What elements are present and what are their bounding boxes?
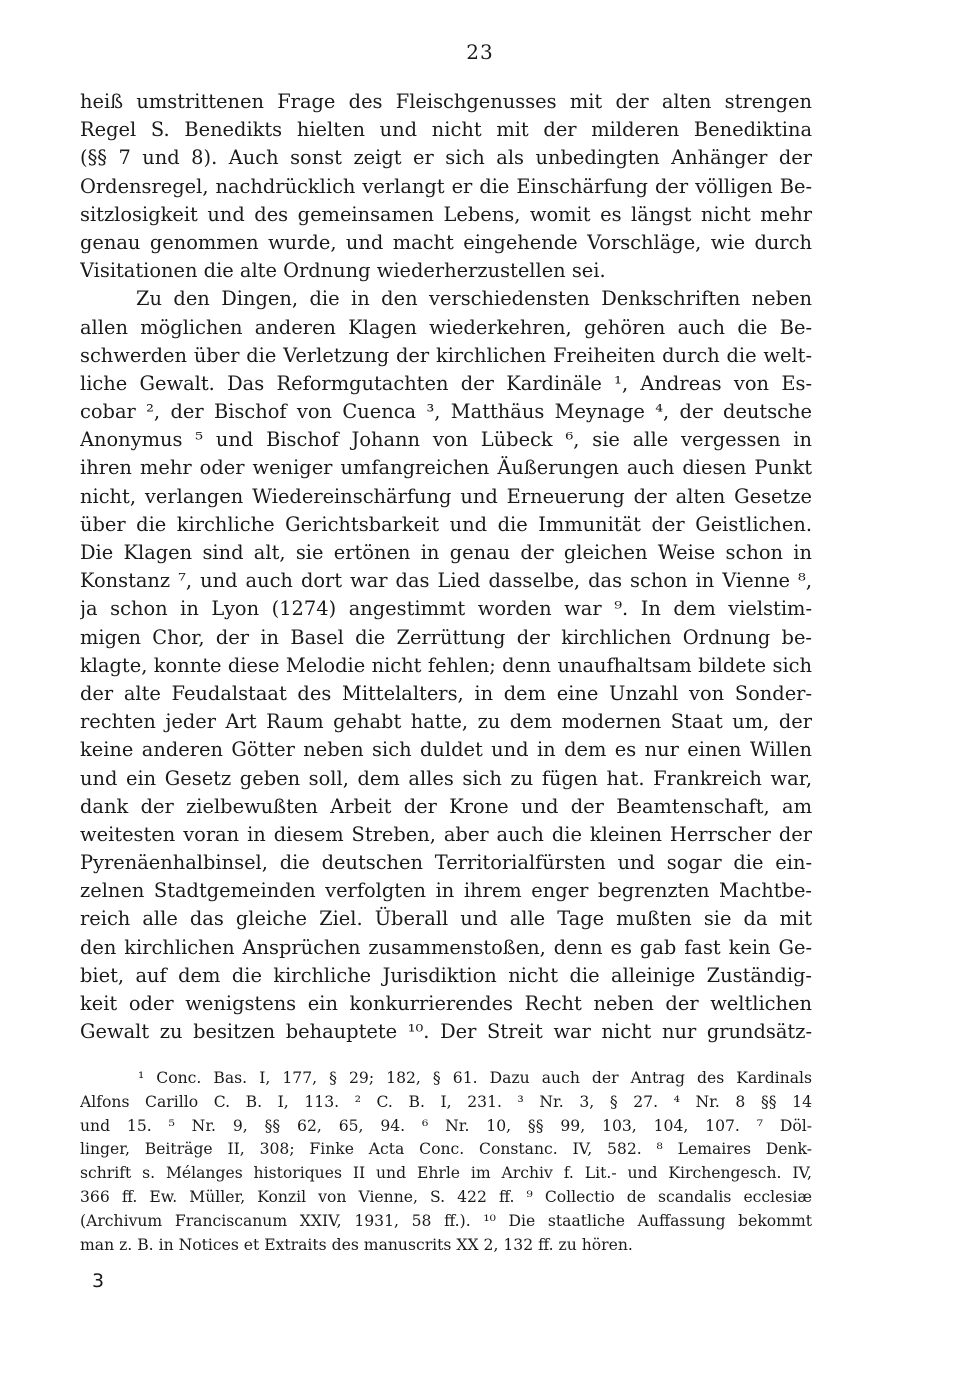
body-line: cobar ², der Bischof von Cuenca ³, Matthäus Meynage ⁴, der deutsche: [80, 400, 812, 424]
body-line: sitzlosigkeit und des gemeinsamen Lebens, womit es längst nicht mehr: [80, 202, 812, 226]
body-line: Gewalt zu besitzen behauptete ¹⁰. Der Streit war nicht nur grundsätz-: [80, 1020, 812, 1044]
footnotes: [80, 1067, 812, 1257]
footnote-line: und 15. ⁵ Nr. 9, §§ 62, 65, 94. ⁶ Nr. 10, §§ 99, 103, 104, 107. ⁷ Döl-: [80, 1116, 812, 1135]
body-line: den kirchlichen Ansprüchen zusammenstoßen, denn es gab fast kein Ge-: [80, 935, 812, 959]
body-line: Anonymus ⁵ und Bischof Johann von Lübeck ⁶, sie alle vergessen in: [80, 428, 812, 452]
paragraph-start-line: Zu den Dingen, die in den verschiedensten Denkschriften neben: [136, 287, 812, 311]
body-line: liche Gewalt. Das Reformgutachten der Kardinäle ¹, Andreas von Es-: [80, 371, 812, 395]
body-line: heiß umstrittenen Frage des Fleischgenusses mit der alten strengen: [80, 90, 812, 113]
body-line: biet, auf dem die kirchliche Jurisdiktion nicht die alleinige Zuständig-: [80, 963, 812, 987]
body-line: schwerden über die Verletzung der kirchlichen Freiheiten durch die welt-: [80, 343, 812, 367]
body-text: [80, 88, 812, 1046]
page-number: 23: [466, 40, 494, 64]
body-line: ja schon in Lyon (1274) angestimmt worden war ⁹. In dem vielstim-: [80, 597, 812, 621]
body-line: ihren mehr oder weniger umfangreichen Äußerungen auch diesen Punkt: [80, 456, 812, 480]
body-line: genau genommen wurde, und macht eingehende Vorschläge, wie durch: [80, 230, 812, 254]
body-line: weitesten voran in diesem Streben, aber auch die kleinen Herrscher der: [80, 822, 812, 846]
body-line: reich alle das gleiche Ziel. Überall und alle Tage mußten sie da mit: [80, 907, 812, 931]
body-line: und ein Gesetz geben soll, dem alles sich zu fügen hat. Frankreich war,: [80, 766, 812, 790]
body-line: keine anderen Götter neben sich duldet und in dem es nur einen Willen: [80, 738, 812, 762]
footnote-line: (Archivum Franciscanum XXIV, 1931, 58 ff.). ¹⁰ Die staatliche Auffassung bekommt: [80, 1211, 812, 1230]
footnote-line: Alfons Carillo C. B. I, 113. ² C. B. I, 231. ³ Nr. 3, § 27. ⁴ Nr. 8 §§ 14: [80, 1092, 812, 1111]
body-line: der alte Feudalstaat des Mittelalters, in dem eine Unzahl von Sonder-: [80, 681, 812, 705]
body-line: (§§ 7 und 8). Auch sonst zeigt er sich als unbedingten Anhänger der: [80, 146, 812, 170]
body-line: Die Klagen sind alt, sie ertönen in genau der gleichen Weise schon in: [80, 541, 812, 564]
body-line: Regel S. Benedikts hielten und nicht mit der milderen Benediktina: [80, 118, 812, 142]
body-line: migen Chor, der in Basel die Zerrüttung der kirchlichen Ordnung be-: [80, 625, 812, 649]
body-line: zelnen Stadtgemeinden verfolgten in ihrem enger begrenzten Machtbe-: [80, 879, 812, 903]
body-line: keit oder wenigstens ein konkurrierendes Recht neben der weltlichen: [80, 992, 812, 1015]
footnote-line: ¹ Conc. Bas. I, 177, § 29; 182, § 61. Dazu auch der Antrag des Kardinals: [138, 1069, 812, 1087]
footnote-line: linger, Beiträge II, 308; Finke Acta Conc. Constanc. IV, 582. ⁸ Lemaires Denk-: [80, 1140, 812, 1159]
body-line: Ordensregel, nachdrücklich verlangt er die Einschärfung der völligen Be-: [80, 174, 812, 198]
footnote-line: schrift s. Mélanges historiques II und Ehrle im Archiv f. Lit.- und Kirchengesch. IV,: [80, 1164, 812, 1183]
body-line: Konstanz ⁷, und auch dort war das Lied dasselbe, das schon in Vienne ⁸,: [80, 569, 812, 593]
body-line: Visitationen die alte Ordnung wiederherzustellen sei.: [80, 259, 606, 283]
footnote-line: 366 ff. Ew. Müller, Konzil von Vienne, S. 422 ff. ⁹ Collectio de scandalis ecclesiæ: [80, 1187, 812, 1206]
body-line: dank der zielbewußten Arbeit der Krone und der Beamtenschaft, am: [80, 794, 812, 818]
body-line: rechten jeder Art Raum gehabt hatte, zu dem modernen Staat um, der: [80, 710, 812, 734]
body-line: über die kirchliche Gerichtsbarkeit und die Immunität der Geistlichen.: [80, 512, 812, 536]
body-line: klagte, konnte diese Melodie nicht fehlen; denn unaufhaltsam bildete sich: [80, 653, 812, 677]
body-line: Pyrenäenhalbinsel, die deutschen Territorialfürsten und sogar die ein-: [80, 851, 812, 875]
body-line: nicht, verlangen Wiedereinschärfung und Erneuerung der alten Gesetze: [80, 484, 812, 508]
footnote-line: man z. B. in Notices et Extraits des manuscrits XX 2, 132 ff. zu hören.: [80, 1235, 633, 1254]
signature-mark: 3: [92, 1270, 105, 1292]
body-line: allen möglichen anderen Klagen wiederkehren, gehören auch die Be-: [80, 315, 812, 339]
